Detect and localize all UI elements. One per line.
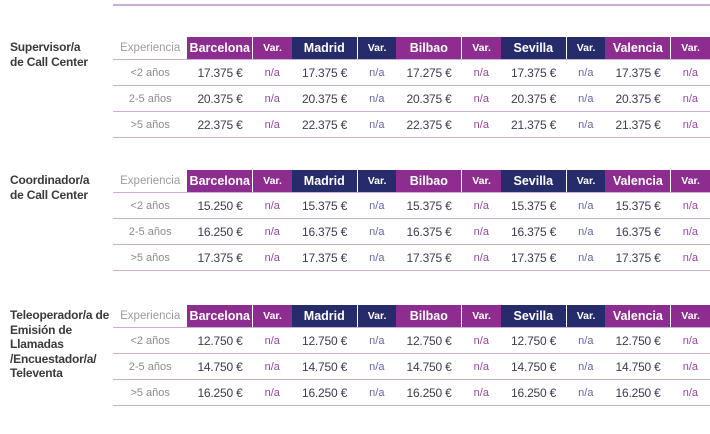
salary-cell: 17.375 € xyxy=(396,245,461,271)
table-row xyxy=(113,245,710,271)
experience-cell: <2 años xyxy=(113,60,187,86)
variation-cell: n/a xyxy=(566,354,605,380)
salary-cell: 14.750 € xyxy=(396,354,461,380)
variation-cell: n/a xyxy=(253,86,292,112)
salary-cell: 12.750 € xyxy=(396,328,461,354)
column-header-var: Var. xyxy=(671,37,710,60)
variation-cell: n/a xyxy=(671,380,710,406)
column-header-var: Var. xyxy=(671,305,710,328)
variation-cell: n/a xyxy=(462,112,501,138)
salary-table xyxy=(113,305,710,406)
variation-cell: n/a xyxy=(566,86,605,112)
variation-cell: n/a xyxy=(671,193,710,219)
salary-cell: 12.750 € xyxy=(187,328,252,354)
column-header-city: Madrid xyxy=(292,305,357,328)
section-title-line: de Call Center xyxy=(10,54,88,69)
variation-cell: n/a xyxy=(357,380,396,406)
variation-cell: n/a xyxy=(671,219,710,245)
variation-cell: n/a xyxy=(253,380,292,406)
variation-cell: n/a xyxy=(462,245,501,271)
column-header-var: Var. xyxy=(671,170,710,193)
salary-cell: 16.250 € xyxy=(396,380,461,406)
experience-cell: >5 años xyxy=(113,112,187,138)
column-header-experience: Experiencia xyxy=(113,37,187,60)
section-title-line: de Call Center xyxy=(10,187,88,202)
section-title xyxy=(10,173,120,202)
table-row xyxy=(113,86,710,112)
salary-cell: 16.375 € xyxy=(396,219,461,245)
variation-cell: n/a xyxy=(357,112,396,138)
column-header-city: Valencia xyxy=(605,305,670,328)
section-title-line: Televenta xyxy=(10,366,63,380)
salary-cell: 16.250 € xyxy=(605,380,670,406)
table-row xyxy=(113,354,710,380)
variation-cell: n/a xyxy=(462,380,501,406)
variation-cell: n/a xyxy=(462,193,501,219)
salary-cell: 21.375 € xyxy=(501,112,566,138)
variation-cell: n/a xyxy=(671,112,710,138)
salary-cell: 15.250 € xyxy=(187,193,252,219)
variation-cell: n/a xyxy=(566,193,605,219)
variation-cell: n/a xyxy=(357,219,396,245)
column-header-city: Bilbao xyxy=(396,305,461,328)
variation-cell: n/a xyxy=(357,245,396,271)
variation-cell: n/a xyxy=(462,328,501,354)
salary-cell: 14.750 € xyxy=(292,354,357,380)
column-header-city: Madrid xyxy=(292,170,357,193)
salary-cell: 22.375 € xyxy=(187,112,252,138)
salary-cell: 14.750 € xyxy=(501,354,566,380)
salary-table xyxy=(113,170,710,271)
column-header-var: Var. xyxy=(253,170,292,193)
variation-cell: n/a xyxy=(671,328,710,354)
variation-cell: n/a xyxy=(566,219,605,245)
variation-cell: n/a xyxy=(462,86,501,112)
variation-cell: n/a xyxy=(566,245,605,271)
section-title-line: Supervisor/a xyxy=(10,40,81,54)
experience-cell: >5 años xyxy=(113,245,187,271)
salary-cell: 12.750 € xyxy=(501,328,566,354)
column-header-var: Var. xyxy=(566,37,605,60)
experience-cell: >5 años xyxy=(113,380,187,406)
salary-cell: 15.375 € xyxy=(605,193,670,219)
table-row xyxy=(113,112,710,138)
column-header-var: Var. xyxy=(357,305,396,328)
salary-cell: 17.375 € xyxy=(501,60,566,86)
salary-cell: 20.375 € xyxy=(605,86,670,112)
table-row xyxy=(113,380,710,406)
column-header-var: Var. xyxy=(357,170,396,193)
salary-cell: 16.250 € xyxy=(292,380,357,406)
section-title-line: Coordinador/a xyxy=(10,173,90,187)
salary-cell: 15.375 € xyxy=(396,193,461,219)
table-header-row xyxy=(113,170,710,193)
variation-cell: n/a xyxy=(566,60,605,86)
variation-cell: n/a xyxy=(462,219,501,245)
variation-cell: n/a xyxy=(671,245,710,271)
salary-cell: 20.375 € xyxy=(292,86,357,112)
column-header-city: Sevilla xyxy=(501,37,566,60)
salary-cell: 16.250 € xyxy=(187,380,252,406)
salary-cell: 17.375 € xyxy=(605,60,670,86)
salary-table xyxy=(113,37,710,138)
column-header-var: Var. xyxy=(462,170,501,193)
salary-cell: 17.375 € xyxy=(501,245,566,271)
column-header-city: Valencia xyxy=(605,37,670,60)
table-row xyxy=(113,219,710,245)
variation-cell: n/a xyxy=(671,86,710,112)
table-row xyxy=(113,328,710,354)
experience-cell: 2-5 años xyxy=(113,219,187,245)
column-header-var: Var. xyxy=(566,170,605,193)
column-header-var: Var. xyxy=(566,305,605,328)
salary-cell: 20.375 € xyxy=(396,86,461,112)
top-divider xyxy=(113,4,710,6)
salary-cell: 15.375 € xyxy=(292,193,357,219)
variation-cell: n/a xyxy=(253,245,292,271)
salary-cell: 22.375 € xyxy=(292,112,357,138)
table-header-row xyxy=(113,305,710,328)
salary-cell: 17.375 € xyxy=(292,245,357,271)
column-header-var: Var. xyxy=(253,37,292,60)
column-header-var: Var. xyxy=(357,37,396,60)
variation-cell: n/a xyxy=(566,112,605,138)
column-header-city: Barcelona xyxy=(187,305,252,328)
salary-cell: 14.750 € xyxy=(187,354,252,380)
variation-cell: n/a xyxy=(566,380,605,406)
variation-cell: n/a xyxy=(253,193,292,219)
variation-cell: n/a xyxy=(253,219,292,245)
salary-cell: 16.375 € xyxy=(501,219,566,245)
section-title-line: Emisión de Llamadas xyxy=(10,322,73,351)
salary-cell: 12.750 € xyxy=(605,328,670,354)
variation-cell: n/a xyxy=(253,60,292,86)
variation-cell: n/a xyxy=(671,60,710,86)
salary-cell: 17.375 € xyxy=(187,245,252,271)
section-title-line: Teleoperador/a de xyxy=(10,308,110,322)
column-header-city: Valencia xyxy=(605,170,670,193)
experience-cell: <2 años xyxy=(113,193,187,219)
column-header-city: Barcelona xyxy=(187,37,252,60)
variation-cell: n/a xyxy=(357,86,396,112)
column-header-experience: Experiencia xyxy=(113,305,187,328)
salary-cell: 16.375 € xyxy=(292,219,357,245)
variation-cell: n/a xyxy=(357,193,396,219)
salary-cell: 22.375 € xyxy=(396,112,461,138)
salary-cell: 17.375 € xyxy=(187,60,252,86)
salary-cell: 17.375 € xyxy=(605,245,670,271)
variation-cell: n/a xyxy=(357,60,396,86)
table-row xyxy=(113,60,710,86)
variation-cell: n/a xyxy=(357,328,396,354)
table-header-row xyxy=(113,37,710,60)
column-header-city: Sevilla xyxy=(501,305,566,328)
column-header-city: Bilbao xyxy=(396,37,461,60)
table-row xyxy=(113,193,710,219)
column-header-var: Var. xyxy=(253,305,292,328)
section-title xyxy=(10,308,120,381)
salary-cell: 21.375 € xyxy=(605,112,670,138)
salary-cell: 12.750 € xyxy=(292,328,357,354)
column-header-city: Madrid xyxy=(292,37,357,60)
column-header-city: Sevilla xyxy=(501,170,566,193)
salary-cell: 17.375 € xyxy=(292,60,357,86)
section-title xyxy=(10,40,120,69)
column-header-var: Var. xyxy=(462,305,501,328)
variation-cell: n/a xyxy=(253,328,292,354)
experience-cell: 2-5 años xyxy=(113,86,187,112)
salary-cell: 20.375 € xyxy=(187,86,252,112)
variation-cell: n/a xyxy=(566,328,605,354)
salary-cell: 15.375 € xyxy=(501,193,566,219)
variation-cell: n/a xyxy=(462,354,501,380)
salary-cell: 17.275 € xyxy=(396,60,461,86)
column-header-var: Var. xyxy=(462,37,501,60)
column-header-city: Bilbao xyxy=(396,170,461,193)
variation-cell: n/a xyxy=(253,112,292,138)
salary-cell: 14.750 € xyxy=(605,354,670,380)
experience-cell: 2-5 años xyxy=(113,354,187,380)
salary-cell: 16.375 € xyxy=(605,219,670,245)
variation-cell: n/a xyxy=(462,60,501,86)
variation-cell: n/a xyxy=(671,354,710,380)
salary-cell: 16.250 € xyxy=(501,380,566,406)
variation-cell: n/a xyxy=(253,354,292,380)
variation-cell: n/a xyxy=(357,354,396,380)
section-title-line: /Encuestador/a/ xyxy=(10,351,97,366)
column-header-experience: Experiencia xyxy=(113,170,187,193)
column-header-city: Barcelona xyxy=(187,170,252,193)
salary-cell: 16.250 € xyxy=(187,219,252,245)
experience-cell: <2 años xyxy=(113,328,187,354)
salary-cell: 20.375 € xyxy=(501,86,566,112)
